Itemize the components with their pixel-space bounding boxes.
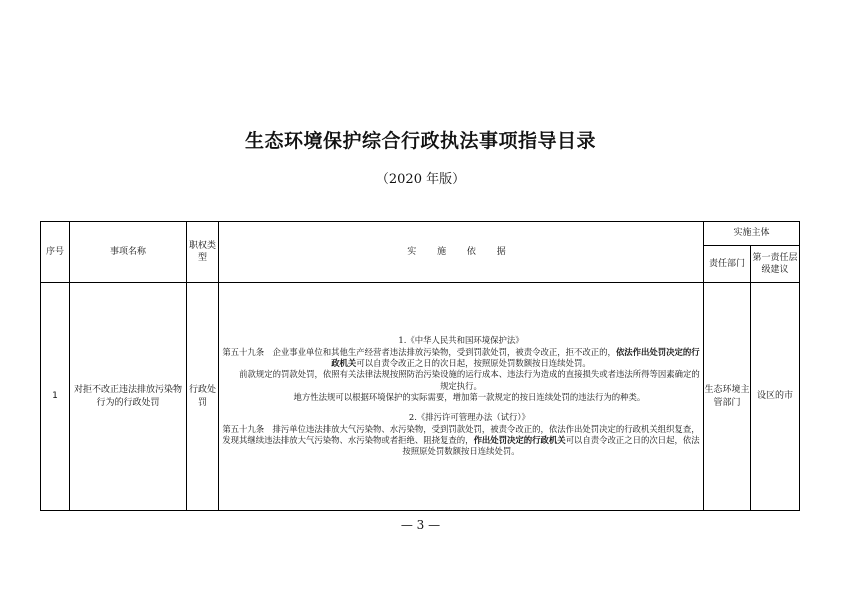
row-first-level: 设区的市 [751,283,800,511]
table-row [41,283,800,511]
law1-article-text-a: 第五十九条 企业事业单位和其他生产经营者违法排放污染物，受到罚款处罚，被责令改正，拒不改正的， [222,346,616,357]
document-subtitle: （2020 年版） [375,172,466,187]
row-item-name: 对拒不改正违法排放污染物行为的行政处罚 [70,283,187,511]
header-item-name: 事项名称 [70,222,187,283]
row-responsible-dept: 生态环境主管部门 [704,283,751,511]
law1-article [219,347,703,370]
page-number: — 3 — [400,518,441,532]
header-authority-type: 职权类型 [187,222,219,283]
catalog-table [40,221,800,511]
law1-article-bold: 依法作出处罚决定的行政机关 [331,346,700,368]
header-responsible-dept: 责任部门 [704,246,751,283]
law1-article-text-b: 可以自责令改正之日的次日起，按照原处罚数额按日连续处罚。 [356,357,591,368]
law2-article-bold: 作出处罚决定的行政机关 [473,435,566,446]
header-first-level: 第一责任层级建议 [751,246,800,283]
law1-paragraph-3: 地方性法规可以根据环境保护的实际需要，增加第一款规定的按日连续处罚的违法行为的种类。 [293,392,646,402]
row-basis [219,283,704,511]
law1-paragraph-2: 前款规定的罚款处罚，依照有关法律法规按照防治污染设施的运行成本、违法行为造成的直接损失或者违法所得等因素确定的规定执行。 [239,369,700,391]
header-index: 序号 [41,222,70,283]
law2-article-text-a: 第五十九条 排污单位违法排放大气污染物、水污染物，受到罚款处罚，被责令改正的，依法作出处罚决定的行政机关组织复查，发现其继续违法排放大气污染物、水污染物或者拒绝、阻挠复查的， [222,423,700,446]
law2-article [219,424,703,458]
law2-article-text-b: 可以自责令改正之日的次日起，依法按照原处罚数额按日连续处罚。 [402,435,700,457]
header-executor: 实施主体 [704,222,800,246]
document-title: 生态环境保护综合行政执法事项指导目录 [244,130,596,152]
row-authority-type: 行政处罚 [187,283,219,511]
header-basis: 实 施 依 据 [219,222,704,283]
row-index: 1 [41,283,70,511]
law2-title: 2.《排污许可管理办法（试行）》 [408,412,530,423]
law1-title: 1.《中华人民共和国环境保护法》 [398,335,524,346]
